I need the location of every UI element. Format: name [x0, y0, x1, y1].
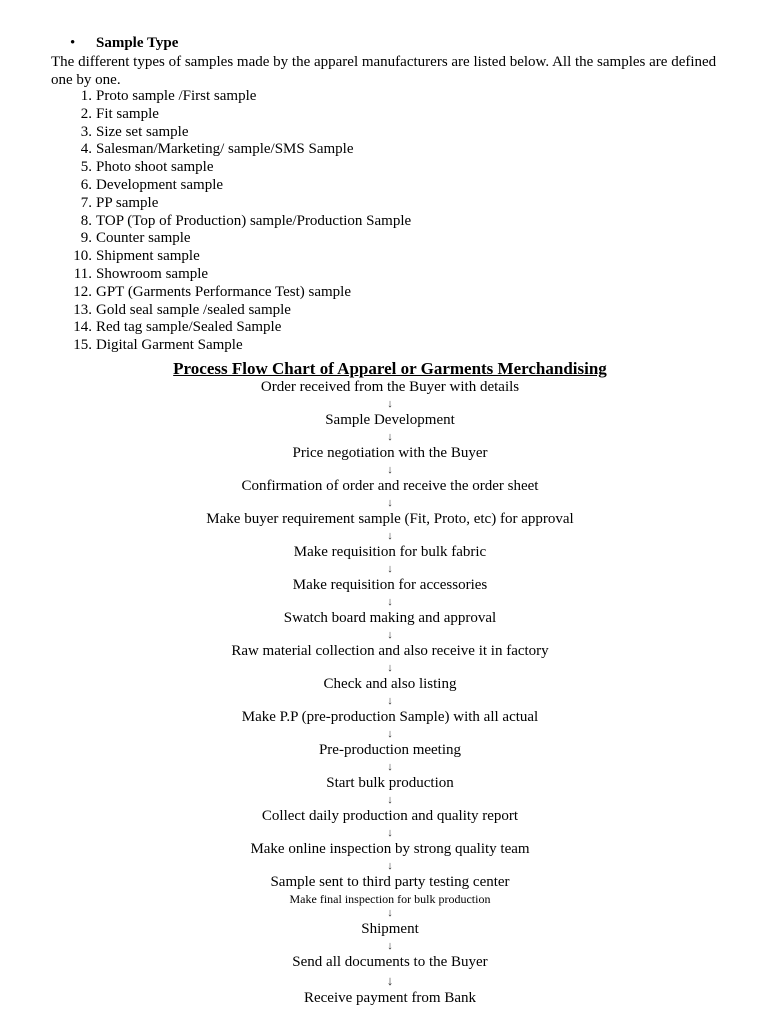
flow-step: Sample sent to third party testing center — [270, 874, 510, 890]
list-item-number: 9. — [80, 230, 92, 247]
list-item-text: Counter sample — [96, 230, 191, 247]
list-item-number: 15. — [73, 337, 92, 354]
down-arrow-icon: ↓ — [387, 695, 393, 707]
down-arrow-icon: ↓ — [387, 794, 393, 806]
flow-step: Make requisition for accessories — [292, 577, 488, 593]
flow-step: Make P.P (pre-production Sample) with all actual — [241, 709, 539, 725]
list-item-text: Fit sample — [96, 105, 159, 122]
list-item-text: Development sample — [96, 176, 224, 193]
flow-step: Shipment — [361, 921, 419, 937]
flow-step: Check and also listing — [323, 676, 457, 692]
list-item-text: Gold seal sample /sealed sample — [96, 301, 291, 318]
flow-step: Make online inspection by strong quality team — [250, 841, 530, 857]
flow-step: Make final inspection for bulk production — [289, 892, 491, 906]
list-item-text: Showroom sample — [96, 265, 209, 282]
list-item-text: TOP (Top of Production) sample/Production Sample — [96, 212, 412, 229]
down-arrow-icon: ↓ — [387, 530, 393, 542]
flow-step: Send all documents to the Buyer — [292, 954, 488, 970]
list-item-number: 10. — [73, 248, 92, 265]
flow-step: Receive payment from Bank — [303, 990, 477, 1006]
list-item-text: Digital Garment Sample — [96, 337, 243, 354]
list-item-number: 14. — [73, 319, 92, 336]
list-item-number: 1. — [80, 88, 92, 104]
flow-step: Start bulk production — [326, 775, 454, 791]
flow-step: Price negotiation with the Buyer — [292, 445, 488, 461]
list-item-text: PP sample — [96, 194, 159, 211]
down-arrow-icon: ↓ — [387, 907, 393, 919]
down-arrow-icon: ↓ — [387, 860, 393, 872]
flow-step: Confirmation of order and receive the order sheet — [241, 478, 539, 494]
list-item-text: Size set sample — [96, 123, 189, 140]
list-item-number: 8. — [80, 212, 92, 229]
section-heading — [70, 34, 178, 52]
down-arrow-icon: ↓ — [387, 596, 393, 608]
flow-step: Swatch board making and approval — [283, 610, 497, 626]
list-item-number: 3. — [80, 123, 92, 140]
flow-step: Sample Development — [325, 412, 455, 428]
list-item-text: GPT (Garments Performance Test) sample — [96, 283, 351, 300]
flow-step: Raw material collection and also receive it in factory — [231, 643, 549, 659]
flow-chart-title: Process Flow Chart of Apparel or Garments Merchandising — [173, 359, 607, 378]
list-item-number: 2. — [80, 105, 92, 122]
down-arrow-icon: ↓ — [387, 398, 393, 410]
list-item-text: Shipment sample — [96, 248, 200, 265]
down-arrow-icon: ↓ — [387, 464, 393, 476]
process-flow-chart — [0, 378, 768, 1008]
intro-paragraph: The different types of samples made by the apparel manufacturers are listed below. All the samples are defined one by one. — [51, 54, 717, 88]
section-heading-text: Sample Type — [96, 35, 179, 51]
down-arrow-icon: ↓ — [387, 662, 393, 674]
down-arrow-icon: ↓ — [386, 973, 394, 988]
list-item-number: 6. — [80, 176, 92, 193]
list-item-number: 13. — [73, 301, 92, 318]
down-arrow-icon: ↓ — [387, 497, 393, 509]
list-item-number: 11. — [73, 265, 92, 282]
list-item-text: Red tag sample/Sealed Sample — [96, 319, 282, 336]
list-item-text: Proto sample /First sample — [96, 88, 257, 104]
down-arrow-icon: ↓ — [387, 431, 393, 443]
flow-step: Make requisition for bulk fabric — [293, 544, 487, 560]
bullet-icon: • — [70, 35, 76, 51]
flow-step: Order received from the Buyer with details — [260, 379, 520, 395]
list-item-number: 5. — [80, 159, 92, 176]
list-item-text: Photo shoot sample — [96, 159, 214, 176]
flow-step: Make buyer requirement sample (Fit, Proto, etc) for approval — [206, 511, 574, 527]
down-arrow-icon: ↓ — [387, 728, 393, 740]
list-item-number: 4. — [80, 141, 92, 158]
down-arrow-icon: ↓ — [387, 761, 393, 773]
down-arrow-icon: ↓ — [387, 563, 393, 575]
down-arrow-icon: ↓ — [387, 940, 393, 952]
list-item-number: 12. — [73, 283, 92, 300]
flow-step: Pre-production meeting — [318, 742, 462, 758]
list-item-text: Salesman/Marketing/ sample/SMS Sample — [96, 141, 354, 158]
down-arrow-icon: ↓ — [387, 629, 393, 641]
list-item-number: 7. — [80, 194, 92, 211]
flow-step: Collect daily production and quality report — [261, 808, 519, 824]
down-arrow-icon: ↓ — [387, 827, 393, 839]
